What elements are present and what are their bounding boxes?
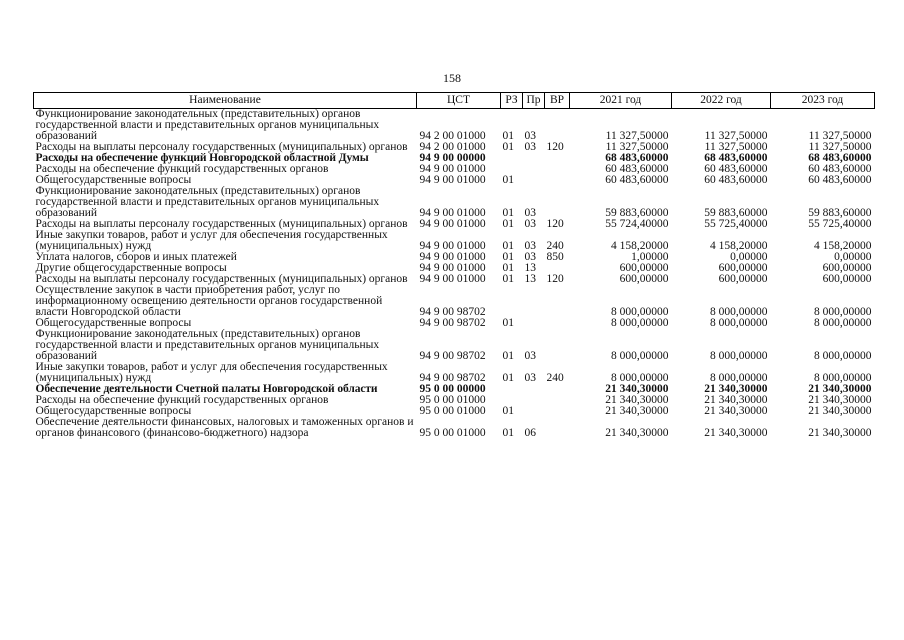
row-value-2021: 60 483,60000	[605, 174, 669, 186]
header-vr: ВР	[545, 93, 570, 109]
row-value-2022: 11 327,50000	[704, 141, 768, 153]
row-rz: 01	[502, 251, 514, 263]
row-cst: 94 9 00 98702	[419, 306, 486, 318]
row-value-2023: 60 483,60000	[808, 174, 872, 186]
row-value-2021: 59 883,60000	[605, 207, 669, 219]
row-value-2022: 60 483,60000	[704, 174, 768, 186]
row-cst: 95 0 00 00000	[419, 383, 486, 395]
header-2021: 2021 год	[570, 93, 672, 109]
row-value-2023: 11 327,50000	[808, 141, 872, 153]
row-value-2022: 21 340,30000	[704, 394, 768, 406]
row-value-2022: 8 000,00000	[710, 317, 768, 329]
row-pr: 03	[524, 207, 536, 219]
row-value-2022: 21 340,30000	[704, 427, 768, 439]
header-cst: ЦСТ	[417, 93, 501, 109]
row-rz: 01	[502, 317, 514, 329]
row-value-2022: 0,00000	[730, 251, 768, 263]
row-pr: 03	[524, 240, 536, 252]
row-rz: 01	[502, 141, 514, 153]
row-cst: 94 9 00 01000	[419, 240, 486, 252]
table-header-row	[34, 93, 875, 109]
row-name: Обеспечение деятельности Счетной палаты Новгородской области	[35, 383, 378, 395]
row-value-2021: 8 000,00000	[611, 317, 669, 329]
row-name: Иные закупки товаров, работ и услуг для обеспечения государственных (муниципальных) нужд	[35, 361, 388, 384]
row-vr	[545, 329, 570, 362]
row-pr: 03	[524, 141, 536, 153]
table-row	[34, 230, 875, 252]
row-name: Осуществление закупок в части приобретения работ, услуг по информационному освещению деятельности органов государственной власти Новгородской области	[35, 284, 383, 318]
row-rz: 01	[502, 218, 514, 230]
row-name: Расходы на выплаты персоналу государственных (муниципальных) органов	[35, 218, 408, 230]
row-value-2022: 21 340,30000	[704, 383, 768, 395]
row-cst: 94 9 00 01000	[419, 262, 486, 274]
row-value-2023: 8 000,00000	[814, 350, 872, 362]
row-value-2023: 60 483,60000	[808, 163, 872, 175]
row-rz: 01	[502, 174, 514, 186]
row-name: Общегосударственные вопросы	[35, 405, 192, 417]
row-vr	[545, 109, 570, 143]
row-value-2022: 4 158,20000	[710, 240, 768, 252]
table-row	[34, 285, 875, 318]
row-vr	[545, 175, 570, 186]
row-pr	[523, 406, 545, 417]
row-value-2022: 21 340,30000	[704, 405, 768, 417]
row-pr: 13	[524, 273, 536, 285]
row-pr: 03	[524, 350, 536, 362]
row-value-2021: 11 327,50000	[605, 141, 669, 153]
row-value-2023: 8 000,00000	[814, 372, 872, 384]
row-value-2021: 21 340,30000	[605, 383, 669, 395]
row-value-2023: 68 483,60000	[808, 152, 872, 164]
header-2023: 2023 год	[771, 93, 875, 109]
row-value-2022: 55 725,40000	[704, 218, 768, 230]
row-value-2023: 59 883,60000	[808, 207, 872, 219]
row-rz	[501, 285, 523, 318]
row-cst: 94 9 00 01000	[419, 218, 486, 230]
row-vr: 240	[546, 240, 564, 252]
row-value-2023: 0,00000	[834, 251, 872, 263]
row-cst: 94 9 00 98702	[419, 372, 486, 384]
row-value-2021: 21 340,30000	[605, 427, 669, 439]
row-value-2021: 60 483,60000	[605, 163, 669, 175]
row-name: Другие общегосударственные вопросы	[35, 262, 227, 274]
row-cst: 94 9 00 98702	[419, 317, 486, 329]
row-value-2021: 8 000,00000	[611, 350, 669, 362]
header-2022: 2022 год	[672, 93, 771, 109]
row-value-2021: 21 340,30000	[605, 405, 669, 417]
row-rz: 01	[502, 130, 514, 142]
row-cst: 95 0 00 01000	[419, 405, 486, 417]
table-row	[34, 329, 875, 362]
row-name: Расходы на обеспечение функций государственных органов	[35, 163, 329, 175]
table-row	[34, 186, 875, 219]
row-value-2023: 600,00000	[822, 262, 872, 274]
row-cst: 95 0 00 01000	[419, 394, 486, 406]
row-value-2023: 55 725,40000	[808, 218, 872, 230]
row-pr: 03	[524, 251, 536, 263]
row-value-2022: 8 000,00000	[710, 306, 768, 318]
row-rz: 01	[502, 273, 514, 285]
row-pr	[523, 285, 545, 318]
row-vr	[545, 384, 570, 395]
row-rz	[501, 384, 523, 395]
row-value-2021: 21 340,30000	[605, 394, 669, 406]
row-value-2023: 21 340,30000	[808, 383, 872, 395]
row-pr	[523, 164, 545, 175]
table-row	[34, 109, 875, 143]
row-rz: 01	[502, 350, 514, 362]
row-cst: 94 9 00 01000	[419, 174, 486, 186]
row-value-2022: 60 483,60000	[704, 163, 768, 175]
table-row	[34, 417, 875, 439]
row-vr: 240	[546, 372, 564, 384]
row-cst: 94 9 00 01000	[419, 207, 486, 219]
row-value-2021: 4 158,20000	[611, 240, 669, 252]
budget-table	[33, 92, 875, 439]
row-value-2023: 8 000,00000	[814, 306, 872, 318]
row-cst: 94 2 00 01000	[419, 130, 486, 142]
row-vr	[545, 285, 570, 318]
row-name: Общегосударственные вопросы	[35, 174, 192, 186]
row-name: Иные закупки товаров, работ и услуг для обеспечения государственных (муниципальных) нужд	[35, 229, 388, 252]
row-name: Расходы на обеспечение функций государственных органов	[35, 394, 329, 406]
row-value-2022: 600,00000	[718, 262, 768, 274]
row-vr	[545, 318, 570, 329]
row-cst: 94 2 00 01000	[419, 141, 486, 153]
row-rz: 01	[502, 240, 514, 252]
row-cst: 95 0 00 01000	[419, 427, 486, 439]
row-pr: 03	[524, 130, 536, 142]
row-name: Уплата налогов, сборов и иных платежей	[35, 251, 237, 263]
row-value-2022: 68 483,60000	[704, 152, 768, 164]
row-value-2021: 8 000,00000	[611, 306, 669, 318]
row-value-2023: 8 000,00000	[814, 317, 872, 329]
row-rz: 01	[502, 372, 514, 384]
row-value-2022: 600,00000	[718, 273, 768, 285]
row-name: Общегосударственные вопросы	[35, 317, 192, 329]
row-rz: 01	[502, 427, 514, 439]
row-value-2022: 59 883,60000	[704, 207, 768, 219]
table-row	[34, 362, 875, 384]
page-number: 158	[443, 71, 461, 85]
row-name: Обеспечение деятельности финансовых, налоговых и таможенных органов и органов финансового (финансово-бюджетного) надзора	[35, 416, 414, 439]
row-pr	[523, 318, 545, 329]
row-cst: 94 9 00 01000	[419, 251, 486, 263]
row-name: Расходы на выплаты персоналу государственных (муниципальных) органов	[35, 141, 408, 153]
row-value-2021: 11 327,50000	[605, 130, 669, 142]
row-value-2021: 68 483,60000	[605, 152, 669, 164]
row-vr: 850	[546, 251, 564, 263]
header-name: Наименование	[34, 93, 417, 109]
row-cst: 94 9 00 00000	[419, 152, 486, 164]
row-vr	[545, 186, 570, 219]
row-pr: 03	[524, 372, 536, 384]
row-name: Расходы на обеспечение функций Новгородской областной Думы	[35, 152, 369, 164]
row-name: Функционирование законодательных (представительных) органов государственной власти и представительных органов муниципальных образований	[35, 108, 380, 142]
row-name: Функционирование законодательных (представительных) органов государственной власти и представительных органов муниципальных образований	[35, 185, 380, 219]
row-value-2023: 21 340,30000	[808, 427, 872, 439]
row-value-2021: 1,00000	[631, 251, 669, 263]
row-vr	[545, 417, 570, 439]
row-vr: 120	[546, 141, 564, 153]
row-pr	[523, 384, 545, 395]
row-vr	[545, 153, 570, 164]
row-cst: 94 9 00 01000	[419, 163, 486, 175]
row-value-2021: 600,00000	[619, 273, 669, 285]
row-value-2023: 4 158,20000	[814, 240, 872, 252]
row-rz	[501, 153, 523, 164]
row-name: Расходы на выплаты персоналу государственных (муниципальных) органов	[35, 273, 408, 285]
row-name: Функционирование законодательных (представительных) органов государственной власти и представительных органов муниципальных образований	[35, 328, 380, 362]
header-rz: РЗ	[501, 93, 523, 109]
row-pr	[523, 175, 545, 186]
header-pr: Пр	[523, 93, 545, 109]
row-pr: 06	[524, 427, 536, 439]
row-pr: 03	[524, 218, 536, 230]
row-value-2021: 8 000,00000	[611, 372, 669, 384]
row-cst: 94 9 00 01000	[419, 273, 486, 285]
row-value-2022: 8 000,00000	[710, 350, 768, 362]
row-value-2022: 8 000,00000	[710, 372, 768, 384]
row-value-2023: 11 327,50000	[808, 130, 872, 142]
row-pr	[523, 395, 545, 406]
row-vr: 120	[546, 273, 564, 285]
row-vr	[545, 395, 570, 406]
row-value-2022: 11 327,50000	[704, 130, 768, 142]
row-cst: 94 9 00 98702	[419, 350, 486, 362]
row-rz: 01	[502, 262, 514, 274]
row-value-2023: 21 340,30000	[808, 394, 872, 406]
row-value-2023: 600,00000	[822, 273, 872, 285]
row-pr	[523, 153, 545, 164]
row-value-2021: 600,00000	[619, 262, 669, 274]
row-vr	[545, 406, 570, 417]
row-rz: 01	[502, 207, 514, 219]
row-pr: 13	[524, 262, 536, 274]
row-rz: 01	[502, 405, 514, 417]
row-value-2021: 55 724,40000	[605, 218, 669, 230]
row-vr: 120	[546, 218, 564, 230]
row-value-2023: 21 340,30000	[808, 405, 872, 417]
row-vr	[545, 164, 570, 175]
